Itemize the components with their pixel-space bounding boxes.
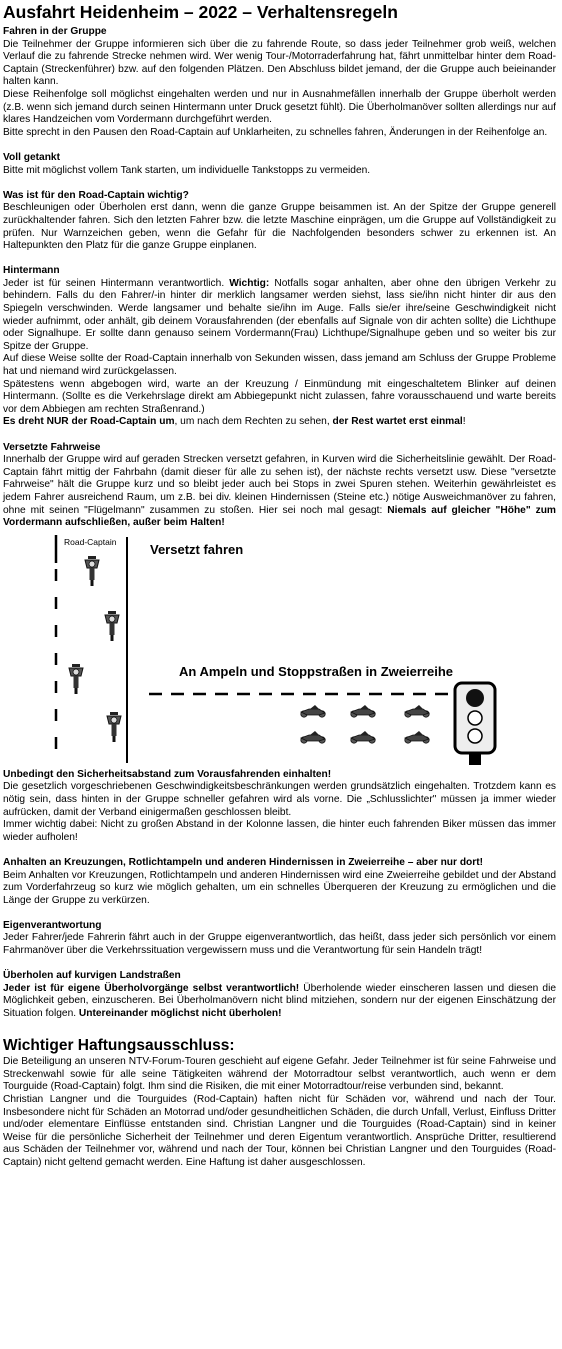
- section-heading-haftung: Wichtiger Haftungsausschluss:: [3, 1037, 235, 1055]
- section-heading-anhalten: Anhalten an Kreuzungen, Rotlichtampeln und anderen Hindernissen in Zweierreihe – aber nur dort!: [3, 856, 484, 868]
- section-heading-ueberholen: Überholen auf kurvigen Landstraßen: [3, 970, 181, 982]
- paragraph: Diese Reihenfolge soll möglichst eingehalten werden und nur in Ausnahmefällen innerhalb der Gruppe überholt werden (z.B. wenn sich jemand durch seinen Hintermann unter Druck gesetzt fühlt). Die Überholmanöver sollten allerdings nur auf klares Handzeichen vom Vordermann durchgeführt werden.: [3, 88, 556, 126]
- section-heading-captain: Was ist für den Road-Captain wichtig?: [3, 189, 189, 201]
- motorcycle-icon: [351, 705, 375, 717]
- section-heading-hintermann: Hintermann: [3, 265, 60, 277]
- paragraph: Auf diese Weise sollte der Road-Captain innerhalb von Sekunden wissen, dass jemand am Schluss der Gruppe Probleme hat und niemand wird zurückgelassen.: [3, 353, 556, 378]
- paragraph: Die gesetzlich vorgeschriebenen Geschwindigkeitsbeschränkungen werden grundsätzlich eingehalten. Trotzdem kann es nötig sein, dass hinten in der Gruppe schneller gefahren wird als vorne. Die „Schlusslichter" müssen ja immer wieder aufrücken, damit der Verband einigermaßen geschlossen bleibt.: [3, 781, 556, 818]
- ampel-label: An Ampeln und Stoppstraßen in Zweierreihe: [179, 663, 453, 679]
- formation-diagram-svg: [3, 533, 543, 769]
- paragraph: Beim Anhalten vor Kreuzungen, Rotlichtampeln und anderen Hindernissen wird eine Zweierreihe gebildet und der Abstand zum Vorderfahrzeug so kurz wie möglich gehalten, um ein schnelles Überqueren der Kreuzung zu ermöglichen und die Länge der Gruppe zu verkürzen.: [3, 869, 556, 906]
- section-heading-versetzt: Versetzte Fahrweise: [3, 441, 101, 453]
- paragraph: Innerhalb der Gruppe wird auf geraden Strecken versetzt gefahren, in Kurven wird die Sicherheitslinie gewählt. Der Road-Captain fährt mittig der Fahrbahn (damit dieser für alle zu sehen ist), der nächste rechts versetzt usw. Diese "versetzte Fahrweise" hält die Gruppe kurz und so bleibt jeder auch bei Stops in zwei Spuren stehen. Weiterhin gewährleistet es jedem Fahrer ausreichend Raum, um z.B. bei div. kleinen Hindernissen (Steine etc.) nötige Ausweichmanöver zu fahren, ohne mit seinen "Flügelmann" zusammen zu stoßen. Hier sei noch mal gesagt: Niemals auf gleicher "Höhe" zum Vordermann aufschließen, außer beim Halten!: [3, 454, 556, 529]
- section-heading-gruppe: Fahren in der Gruppe: [3, 26, 107, 37]
- paragraph: Die Beteiligung an unseren NTV-Forum-Touren geschieht auf eigene Gefahr. Jeder Teilnehmer ist für seine Fahrweise und Streckenwahl sowie für alle seine Tätigkeiten während der Motorradtour selbst verantwortlich, auch wenn er dem Tourguide (Road-Captain) folgt. Ihm sind die Risiken, die mit einer Motorradtour/reise verbunden sind, bekannt.: [3, 1056, 556, 1093]
- versetzt-label: Versetzt fahren: [150, 541, 244, 557]
- paragraph: Bitte sprecht in den Pausen den Road-Captain auf Unklarheiten, zu schnelles fahren, Änderungen in der Reihenfolge an.: [3, 126, 548, 138]
- motorcycle-icon: [405, 705, 429, 717]
- paragraph: Jeder ist für eigene Überholvorgänge selbst verantwortlich! Überholende wieder einscheren lassen und diesen die Möglichkeit geben, einzuscheren. Bei Überholmanövern nicht blind mitziehen, sondern nur der eigenen Einschätzung der Situation folgen. Untereinander möglichst nicht überholen!: [3, 982, 556, 1020]
- motorcycle-icon: [301, 731, 325, 743]
- paragraph: Beschleunigen oder Überholen erst dann, wenn die ganze Gruppe beisammen ist. An der Spitze der Gruppe generell zurückhaltender fahren. Sich den letzten Fahrer bzw. die letzte Maschine einprägen, um die Gruppe auf Vollständigkeit zu prüfen. Nur Warnzeichen geben, wenn die Gefahr für die Nachfolgenden besonders schwer zu erkennen ist. An Haltepunkten den Platz für die ganze Gruppe einplanen.: [3, 202, 556, 252]
- paragraph: Immer wichtig dabei: Nicht zu großen Abstand in der Kolonne lassen, die hinter euch fahrenden Biker müssen das immer wieder aufholen!: [3, 819, 556, 843]
- road-captain-label: Road-Captain: [64, 536, 117, 547]
- paragraph: Christian Langner und die Tourguides (Rod-Captain) haften nicht für Schäden vor, während und nach der Tour. Insbesondere nicht für Schäden an Motorrad und/oder gesundheitlichen Schäden, die durch Unfall, Verlust, Einfluss Dritter und/oder elementare Einflüsse entstanden sind. Christian Langner und die Tourguides (Road-Captain) sind in keiner Weise für die persönliche Sicherheit der Teilnehmer und deren Eigentum verantwortlich. Ansprüche Dritter, resultierend aus Schäden der Teilnehmer vor, während und nach der Tour, können bei Christian Langner und den Tourguides (Road-Captain) nicht geltend gemacht werden. Eine Haftung ist daher ausgeschlossen.: [3, 1094, 556, 1168]
- page-title: Ausfahrt Heidenheim – 2022 – Verhaltensregeln: [3, 2, 398, 22]
- motorcycle-icon: [351, 731, 375, 743]
- motorcycle-icon: [85, 556, 99, 586]
- paragraph: Spätestens wenn abgebogen wird, warte an der Kreuzung / Einmündung mit eingeschaltetem Blinker auf deinen Hintermann. (Sollte es die Verkehrslage direkt am Abbiegepunkt nicht zulassen, fahre vorausschauend und warte bereits vor dem Abbiegen am rechten Straßenrand.): [3, 378, 556, 415]
- section-heading-abstand: Unbedingt den Sicherheitsabstand zum Vorausfahrenden einhalten!: [3, 768, 332, 780]
- formation-diagram: [3, 533, 556, 769]
- paragraph: Die Teilnehmer der Gruppe informieren sich über die zu fahrende Route, so dass jeder Teilnehmer grob weiß, welchen Verlauf die zu fahrende Strecke nehmen wird. Wer wenig Tour-/Motorraderfahrung hat, fährt unmittelbar hinter dem Road-Captain (Streckenführer) bzw. auf den folgenden Plätzen. Den Abschluss bildet jemand, der die Gruppe auch beieinander halten kann.: [3, 38, 556, 88]
- motorcycle-icon: [301, 705, 325, 717]
- traffic-light-icon: [455, 683, 495, 765]
- motorcycle-icon: [69, 664, 83, 694]
- paragraph: Bitte mit möglichst vollem Tank starten, um individuelle Tankstopps zu vermeiden.: [3, 164, 371, 176]
- motorcycle-icon: [405, 731, 429, 743]
- section-heading-eigen: Eigenverantwortung: [3, 919, 102, 931]
- section-heading-tank: Voll getankt: [3, 151, 60, 163]
- motorcycle-icon: [105, 611, 119, 641]
- paragraph: Jeder ist für seinen Hintermann verantwortlich. Wichtig: Notfalls sogar anhalten, aber ohne den übrigen Verkehr zu behindern. Falls du den Fahrer/-in hinter dir merklich langsamer werden siehst, lass sie/ihn nicht hinter dir aus den Spiegeln verschwinden. Werde langsamer und behalte sie/ihn im Auge. Falls sie/er ihre/seine Geschwindigkeit nicht wieder aufnimmt, oder anhält, gib deinem Vorausfahrenden (der ebenfalls auf Signale von dir achten sollte) die Lichthupe oder Signalhupe. Er sollte dann genauso seinem Vordermann(Frau) Lichthupe/Signalhupe geben und so weiter bis zur Spitze der Gruppe.: [3, 277, 556, 352]
- motorcycle-icon: [107, 712, 121, 742]
- paragraph: Es dreht NUR der Road-Captain um, um nach dem Rechten zu sehen, der Rest wartet erst einmal!: [3, 416, 466, 428]
- paragraph: Jeder Fahrer/jede Fahrerin fährt auch in der Gruppe eigenverantwortlich, das heißt, dass jeder sich persönlich vor einem Fahrmanöver über die Verkehrssituation vergewissern muss und die Verantwortung für sein Handeln trägt!: [3, 932, 556, 957]
